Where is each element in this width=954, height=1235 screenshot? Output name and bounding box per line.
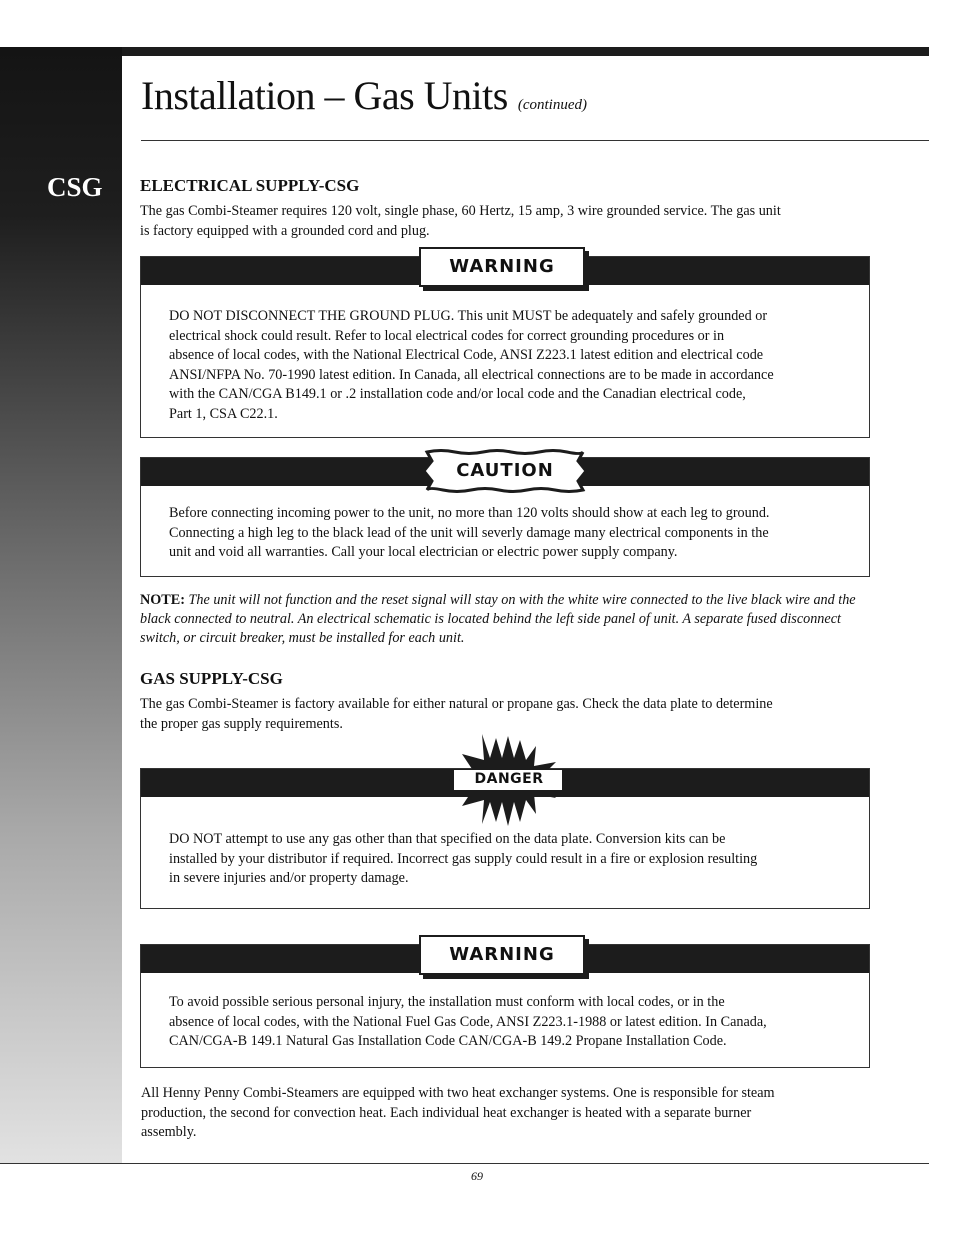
note-text: The unit will not function and the reset signal will stay on with the white wire connected to the live black wire and the black connected to neutral. An electrical schematic is located behind the left side panel of unit. A separate fused disconnect switch, or circuit breaker, must be installed for each unit. <box>140 592 856 646</box>
text-line: in severe injuries and/or property damage. <box>169 870 409 886</box>
text-line: To avoid possible serious personal injury, the installation must conform with local codes, or in the <box>169 994 725 1010</box>
footer-divider <box>0 1163 929 1164</box>
text-line: Connecting a high leg to the black lead of the unit will severly damage many electrical components in the <box>169 524 769 541</box>
top-bar <box>0 47 929 56</box>
text-line: All Henny Penny Combi-Steamers are equipped with two heat exchanger systems. One is responsible for steam <box>141 1085 775 1101</box>
section-tab-label: CSG <box>47 172 103 202</box>
text-line: absence of local codes, with the National Electrical Code, ANSI Z223.1 latest edition and electrical code <box>169 347 764 363</box>
warning-box-text <box>169 993 849 1052</box>
text-line: absence of local codes, with the National Fuel Gas Code, ANSI Z223.1-1988 or latest edition. In Canada, <box>169 1013 767 1030</box>
danger-sign-label: DANGER <box>474 771 544 787</box>
caution-sign <box>421 449 589 493</box>
text-line: Part 1, CSA C22.1. <box>169 405 278 422</box>
electrical-paragraph <box>140 202 781 241</box>
text-line: Before connecting incoming power to the unit, no more than 120 volts should show at each leg to ground. <box>169 505 770 521</box>
text-line: unit and void all warranties. Call your local electrician or electric power supply company. <box>169 544 678 560</box>
note-paragraph <box>140 591 868 648</box>
text-line: ANSI/NFPA No. 70-1990 latest edition. In Canada, all electrical connections are to be made in accordance <box>169 366 774 383</box>
electrical-heading: ELECTRICAL SUPPLY-CSG <box>140 176 360 195</box>
text-line: The gas Combi-Steamer is factory available for either natural or propane gas. Check the data plate to determine <box>140 696 773 712</box>
caution-box-text <box>169 504 849 563</box>
text-line: assembly. <box>141 1124 197 1140</box>
text-line: production, the second for convection heat. Each individual heat exchanger is heated with a separate burner <box>141 1104 752 1121</box>
text-line: with the CAN/CGA B149.1 or .2 installation code and/or local code and the Canadian electrical code, <box>169 386 746 402</box>
text-line: electrical shock could result. Refer to local electrical codes for correct grounding procedures or in <box>169 327 725 344</box>
warning-box-text <box>169 307 849 424</box>
gas-paragraph <box>140 695 773 734</box>
danger-box-text <box>169 830 849 889</box>
text-line: is factory equipped with a grounded cord and plug. <box>140 222 430 239</box>
text-line: The gas Combi-Steamer requires 120 volt, single phase, 60 Hertz, 15 amp, 3 wire grounded service. The gas unit <box>140 203 781 219</box>
page-title: Installation – Gas Units <box>141 73 508 118</box>
text-line: DO NOT attempt to use any gas other than that specified on the data plate. Conversion kits can be <box>169 831 726 847</box>
note-label: NOTE: <box>140 592 185 608</box>
caution-sign-label: CAUTION <box>456 460 554 481</box>
text-line: installed by your distributor if required. Incorrect gas supply could result in a fire or explosion resulting <box>169 850 758 867</box>
title-divider <box>141 140 929 141</box>
closing-paragraph <box>141 1084 775 1143</box>
danger-sign <box>444 732 574 828</box>
text-line: the proper gas supply requirements. <box>140 715 343 732</box>
page-header <box>141 72 587 119</box>
warning-sign: WARNING <box>419 247 585 287</box>
page-number: 69 <box>471 1169 483 1183</box>
text-line: DO NOT DISCONNECT THE GROUND PLUG. This unit MUST be adequately and safely grounded or <box>169 308 768 324</box>
side-bar <box>0 47 122 1164</box>
gas-heading: GAS SUPPLY-CSG <box>140 669 283 688</box>
text-line: CAN/CGA-B 149.1 Natural Gas Installation Code CAN/CGA-B 149.2 Propane Installation Code. <box>169 1033 727 1049</box>
page-title-continued: (continued) <box>517 97 587 113</box>
warning-sign: WARNING <box>419 935 585 975</box>
